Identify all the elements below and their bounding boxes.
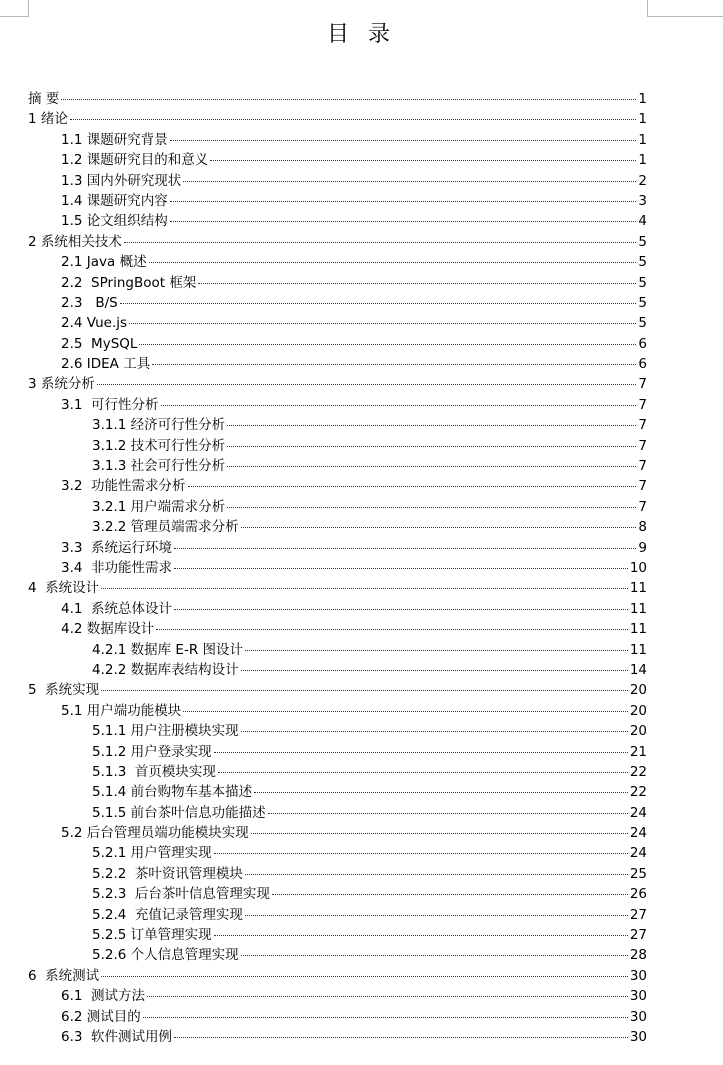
toc-entry[interactable] bbox=[28, 945, 647, 965]
toc-entry-label: 5.2 后台管理员端功能模块实现 bbox=[61, 825, 249, 842]
toc-entry-page-number: 6 bbox=[638, 335, 647, 352]
toc-entry-page-number: 30 bbox=[629, 967, 647, 984]
toc-entry-label: 5.1.3 首页模块实现 bbox=[92, 763, 216, 780]
toc-entry-page-number: 6 bbox=[638, 356, 647, 373]
toc-dot-leader bbox=[245, 915, 628, 916]
toc-dot-leader bbox=[214, 752, 628, 753]
toc-dot-leader bbox=[183, 181, 636, 182]
toc-entry-page-number: 25 bbox=[629, 865, 647, 882]
toc-dot-leader bbox=[210, 160, 636, 161]
toc-entry[interactable] bbox=[28, 517, 647, 537]
toc-entry-page-number: 8 bbox=[638, 519, 647, 536]
toc-entry-label: 5.2.4 充值记录管理实现 bbox=[92, 906, 243, 923]
toc-entry-page-number: 10 bbox=[629, 559, 647, 576]
toc-entry-page-number: 7 bbox=[638, 458, 647, 475]
toc-entry[interactable] bbox=[28, 89, 647, 109]
toc-entry-page-number: 11 bbox=[629, 580, 647, 597]
toc-dot-leader bbox=[214, 935, 628, 936]
toc-dot-leader bbox=[188, 486, 637, 487]
toc-entry-page-number: 27 bbox=[629, 927, 647, 944]
toc-entry[interactable] bbox=[28, 986, 647, 1006]
toc-entry-label: 2.5 MySQL bbox=[61, 335, 138, 352]
toc-entry-label: 1.2 课题研究目的和意义 bbox=[61, 152, 209, 169]
toc-entry-page-number: 14 bbox=[629, 661, 647, 678]
toc-entry-label: 6.2 测试目的 bbox=[61, 1008, 141, 1025]
toc-entry-page-number: 9 bbox=[638, 539, 647, 556]
toc-entry-page-number: 24 bbox=[629, 845, 647, 862]
toc-dot-leader bbox=[183, 711, 628, 712]
toc-dot-leader bbox=[174, 609, 628, 610]
toc-entry-page-number: 7 bbox=[638, 396, 647, 413]
toc-dot-leader bbox=[241, 731, 628, 732]
toc-entry[interactable] bbox=[28, 823, 647, 843]
toc-entry[interactable] bbox=[28, 293, 647, 313]
toc-entry[interactable] bbox=[28, 497, 647, 517]
page-corner-mark-top-left bbox=[0, 0, 29, 17]
toc-entry-label: 6 系统测试 bbox=[28, 967, 100, 984]
toc-dot-leader bbox=[227, 507, 636, 508]
toc-entry-page-number: 3 bbox=[638, 192, 647, 209]
toc-entry-label: 3.2.2 管理员端需求分析 bbox=[92, 519, 239, 536]
toc-entry-page-number: 24 bbox=[629, 804, 647, 821]
toc-entry[interactable] bbox=[28, 701, 647, 721]
toc-entry-page-number: 4 bbox=[638, 213, 647, 230]
toc-entry[interactable] bbox=[28, 395, 647, 415]
toc-entry[interactable] bbox=[28, 905, 647, 925]
toc-entry[interactable] bbox=[28, 619, 647, 639]
toc-dot-leader bbox=[124, 242, 637, 243]
toc-dot-leader bbox=[272, 894, 628, 895]
toc-dot-leader bbox=[174, 548, 636, 549]
toc-entry-label: 3.1 可行性分析 bbox=[61, 396, 159, 413]
toc-entry-label: 5 系统实现 bbox=[28, 682, 100, 699]
toc-entry[interactable] bbox=[28, 171, 647, 191]
toc-entry-page-number: 20 bbox=[629, 723, 647, 740]
toc-entry-label: 4 系统设计 bbox=[28, 580, 100, 597]
toc-entry-page-number: 1 bbox=[638, 91, 647, 107]
toc-entry[interactable] bbox=[28, 456, 647, 476]
toc-dot-leader bbox=[245, 650, 628, 651]
toc-entry-label: 摘 要 bbox=[28, 91, 60, 107]
toc-dot-leader bbox=[161, 405, 637, 406]
toc-entry-page-number: 5 bbox=[638, 274, 647, 291]
toc-entry[interactable] bbox=[28, 273, 647, 293]
toc-entry[interactable] bbox=[28, 1027, 647, 1047]
toc-entry-label: 5.2.3 后台茶叶信息管理实现 bbox=[92, 886, 270, 903]
toc-entry-label: 3 系统分析 bbox=[28, 376, 95, 393]
toc-entry-page-number: 26 bbox=[629, 886, 647, 903]
toc-entry[interactable] bbox=[28, 599, 647, 619]
toc-entry-page-number: 5 bbox=[638, 294, 647, 311]
toc-entry[interactable] bbox=[28, 640, 647, 660]
toc-entry-page-number: 21 bbox=[629, 743, 647, 760]
toc-dot-leader bbox=[218, 772, 628, 773]
toc-entry-label: 2.2 SPringBoot 框架 bbox=[61, 274, 197, 291]
toc-entry-page-number: 11 bbox=[629, 600, 647, 617]
toc-entry[interactable] bbox=[28, 925, 647, 945]
toc-entry-label: 3.1.3 社会可行性分析 bbox=[92, 458, 226, 475]
toc-dot-leader bbox=[97, 384, 637, 385]
toc-entry-label: 5.1.5 前台茶叶信息功能描述 bbox=[92, 804, 266, 821]
toc-entry[interactable] bbox=[28, 762, 647, 782]
toc-entry-page-number: 2 bbox=[638, 172, 647, 189]
toc-entry[interactable] bbox=[28, 436, 647, 456]
toc-dot-leader bbox=[101, 690, 628, 691]
toc-entry[interactable] bbox=[28, 232, 647, 252]
toc-dot-leader bbox=[139, 344, 636, 345]
toc-entry-page-number: 1 bbox=[638, 111, 647, 128]
toc-dot-leader bbox=[174, 568, 628, 569]
toc-entry[interactable] bbox=[28, 884, 647, 904]
toc-entry-label: 1.1 课题研究背景 bbox=[61, 131, 168, 148]
toc-dot-leader bbox=[170, 221, 637, 222]
toc-entry-page-number: 20 bbox=[629, 682, 647, 699]
toc-entry[interactable] bbox=[28, 578, 647, 598]
toc-entry[interactable] bbox=[28, 354, 647, 374]
toc-entry-label: 3.1.1 经济可行性分析 bbox=[92, 417, 226, 434]
toc-dot-leader bbox=[241, 527, 637, 528]
toc-entry-label: 5.1.1 用户注册模块实现 bbox=[92, 723, 239, 740]
toc-entry[interactable] bbox=[28, 374, 647, 394]
toc-entry[interactable] bbox=[28, 334, 647, 354]
toc-entry[interactable] bbox=[28, 864, 647, 884]
toc-dot-leader bbox=[227, 446, 636, 447]
toc-entry-label: 3.3 系统运行环境 bbox=[61, 539, 173, 556]
toc-entry-page-number: 7 bbox=[638, 498, 647, 515]
toc-dot-leader bbox=[251, 833, 628, 834]
toc-entry[interactable] bbox=[28, 1007, 647, 1027]
toc-entry-page-number: 5 bbox=[638, 233, 647, 250]
toc-dot-leader bbox=[227, 425, 636, 426]
toc-dot-leader bbox=[149, 262, 637, 263]
toc-entry[interactable] bbox=[28, 660, 647, 680]
toc-entry-label: 5.1 用户端功能模块 bbox=[61, 702, 182, 719]
toc-entry[interactable] bbox=[28, 742, 647, 762]
toc-entry[interactable] bbox=[28, 538, 647, 558]
toc-entry-label: 5.2.5 订单管理实现 bbox=[92, 927, 212, 944]
toc-entry-page-number: 5 bbox=[638, 315, 647, 332]
toc-dot-leader bbox=[143, 1017, 628, 1018]
toc-entry-page-number: 11 bbox=[629, 641, 647, 658]
toc-entry[interactable] bbox=[28, 313, 647, 333]
toc-entry-label: 2 系统相关技术 bbox=[28, 233, 122, 250]
toc-entry[interactable] bbox=[28, 782, 647, 802]
toc-entry-label: 1.4 课题研究内容 bbox=[61, 192, 168, 209]
toc-entry-page-number: 27 bbox=[629, 906, 647, 923]
toc-entry-label: 1.3 国内外研究现状 bbox=[61, 172, 182, 189]
toc-dot-leader bbox=[61, 99, 636, 100]
toc-entry-label: 1 绪论 bbox=[28, 111, 68, 128]
toc-dot-leader bbox=[156, 629, 628, 630]
toc-entry-label: 3.2.1 用户端需求分析 bbox=[92, 498, 226, 515]
toc-entry-label: 1.5 论文组织结构 bbox=[61, 213, 168, 230]
toc-dot-leader bbox=[70, 119, 637, 120]
page-corner-mark-top-right bbox=[647, 0, 723, 17]
toc-entry-page-number: 20 bbox=[629, 702, 647, 719]
toc-entry-page-number: 11 bbox=[629, 621, 647, 638]
toc-dot-leader bbox=[227, 466, 636, 467]
toc-dot-leader bbox=[101, 588, 628, 589]
toc-entry[interactable] bbox=[28, 558, 647, 578]
toc-dot-leader bbox=[101, 976, 628, 977]
toc-entry-label: 5.2.6 个人信息管理实现 bbox=[92, 947, 239, 964]
toc-entry-label: 3.4 非功能性需求 bbox=[61, 559, 173, 576]
toc-dot-leader bbox=[129, 323, 636, 324]
toc-entry-page-number: 22 bbox=[629, 763, 647, 780]
toc-dot-leader bbox=[147, 996, 628, 997]
toc-dot-leader bbox=[120, 303, 637, 304]
toc-entry[interactable] bbox=[28, 130, 647, 150]
toc-entry-label: 5.2.2 茶叶资讯管理模块 bbox=[92, 865, 243, 882]
toc-dot-leader bbox=[245, 874, 628, 875]
toc-entry-label: 3.2 功能性需求分析 bbox=[61, 478, 186, 495]
toc-entry-label: 4.2.2 数据库表结构设计 bbox=[92, 661, 239, 678]
toc-entry[interactable] bbox=[28, 211, 647, 231]
toc-entry[interactable] bbox=[28, 721, 647, 741]
toc-entry-label: 5.1.4 前台购物车基本描述 bbox=[92, 784, 253, 801]
toc-entry-label: 2.6 IDEA 工具 bbox=[61, 356, 151, 373]
toc-entry[interactable] bbox=[28, 966, 647, 986]
toc-entry-page-number: 7 bbox=[638, 478, 647, 495]
toc-entry-page-number: 30 bbox=[629, 1028, 647, 1045]
toc-entry-label: 5.1.2 用户登录实现 bbox=[92, 743, 212, 760]
table-of-contents bbox=[28, 89, 647, 1047]
toc-entry-page-number: 7 bbox=[638, 417, 647, 434]
toc-entry[interactable] bbox=[28, 803, 647, 823]
toc-dot-leader bbox=[170, 201, 637, 202]
toc-entry-label: 6.1 测试方法 bbox=[61, 988, 146, 1005]
toc-dot-leader bbox=[241, 955, 628, 956]
toc-entry-page-number: 30 bbox=[629, 1008, 647, 1025]
toc-entry-page-number: 28 bbox=[629, 947, 647, 964]
toc-title: 目 录 bbox=[327, 22, 396, 47]
toc-dot-leader bbox=[174, 1037, 628, 1038]
toc-dot-leader bbox=[152, 364, 636, 365]
toc-entry-page-number: 7 bbox=[638, 376, 647, 393]
toc-dot-leader bbox=[254, 792, 628, 793]
toc-entry[interactable] bbox=[28, 252, 647, 272]
toc-entry-page-number: 1 bbox=[638, 152, 647, 169]
toc-dot-leader bbox=[214, 853, 628, 854]
toc-entry-label: 6.3 软件测试用例 bbox=[61, 1028, 173, 1045]
toc-entry[interactable] bbox=[28, 680, 647, 700]
toc-dot-leader bbox=[170, 140, 637, 141]
toc-entry[interactable] bbox=[28, 109, 647, 129]
toc-entry-label: 3.1.2 技术可行性分析 bbox=[92, 437, 226, 454]
toc-entry-label: 5.2.1 用户管理实现 bbox=[92, 845, 212, 862]
toc-entry-page-number: 1 bbox=[638, 131, 647, 148]
toc-entry-page-number: 22 bbox=[629, 784, 647, 801]
toc-entry-page-number: 24 bbox=[629, 825, 647, 842]
toc-entry-label: 2.1 Java 概述 bbox=[61, 254, 147, 271]
toc-entry[interactable] bbox=[28, 843, 647, 863]
toc-entry-label: 4.2.1 数据库 E-R 图设计 bbox=[92, 641, 244, 658]
toc-entry-page-number: 5 bbox=[638, 254, 647, 271]
toc-entry[interactable] bbox=[28, 191, 647, 211]
toc-entry[interactable] bbox=[28, 415, 647, 435]
toc-entry-label: 4.2 数据库设计 bbox=[61, 621, 155, 638]
toc-entry-label: 2.4 Vue.js bbox=[61, 315, 128, 332]
toc-entry[interactable] bbox=[28, 150, 647, 170]
toc-entry-page-number: 7 bbox=[638, 437, 647, 454]
toc-entry-label: 4.1 系统总体设计 bbox=[61, 600, 173, 617]
toc-entry[interactable] bbox=[28, 476, 647, 496]
toc-entry-page-number: 30 bbox=[629, 988, 647, 1005]
toc-dot-leader bbox=[198, 283, 636, 284]
toc-dot-leader bbox=[241, 670, 628, 671]
toc-dot-leader bbox=[268, 813, 628, 814]
toc-entry-label: 2.3 B/S bbox=[61, 294, 118, 311]
